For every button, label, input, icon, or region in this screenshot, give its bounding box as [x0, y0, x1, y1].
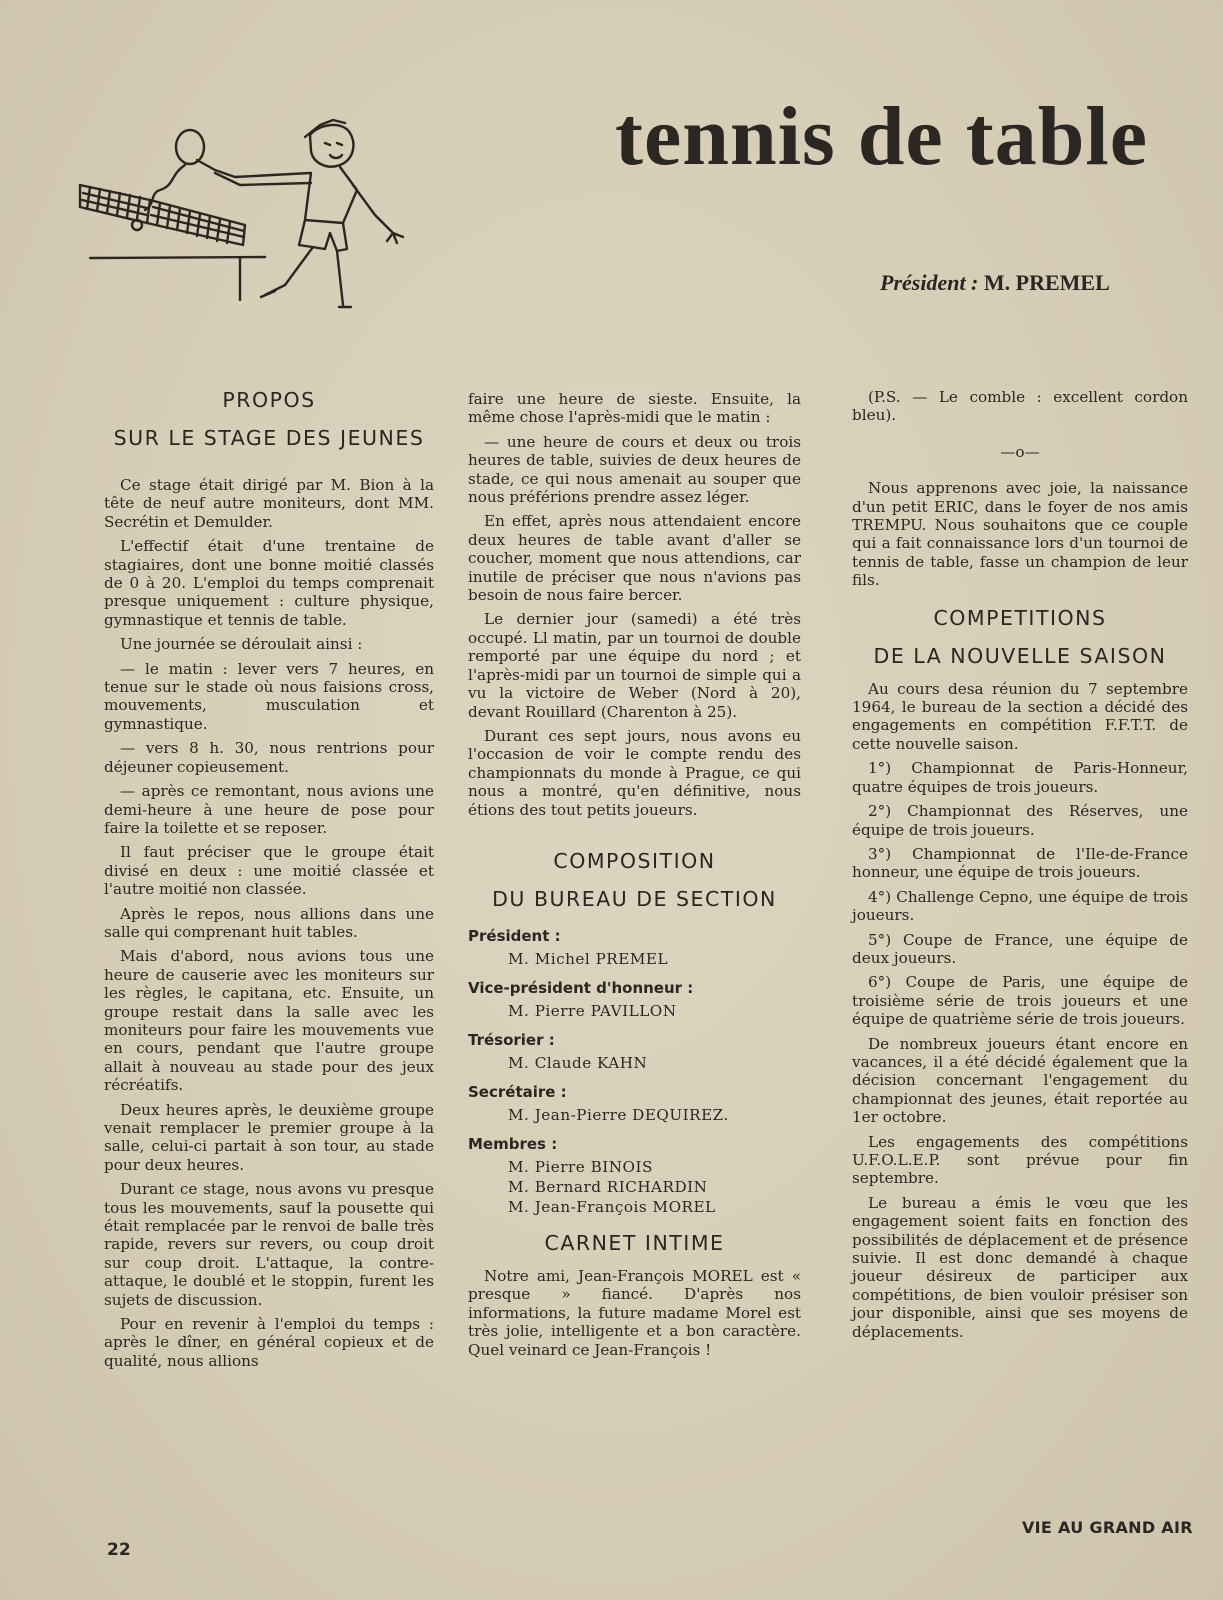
paragraph: 5°) Coupe de France, une équipe de deux joueurs. [852, 930, 1188, 967]
paragraph: Après le repos, nous allions dans une salle qui comprenant huit tables. [104, 904, 434, 941]
paragraph: (P.S. — Le comble : excellent cordon bleu). [852, 388, 1188, 425]
president-line [880, 270, 1180, 296]
bureau-role: Membres : [468, 1134, 558, 1153]
paragraph: De nombreux joueurs étant encore en vacances, il a été décidé également que la décision concernant l'engagement du championnat des jeunes, était reportée au 1er octobre. [852, 1034, 1188, 1127]
magazine-name: VIE AU GRAND AIR [1022, 1518, 1193, 1537]
paragraph: Il faut préciser que le groupe était divisé en deux : une moitié classée et l'autre moitié non classée. [104, 843, 434, 899]
bureau-role: Vice-président d'honneur : [468, 978, 694, 997]
paragraph: 1°) Championnat de Paris-Honneur, quatre équipes de trois joueurs. [852, 759, 1188, 796]
bureau-member: M. Jean-François MOREL [508, 1197, 716, 1216]
page-title: tennis de table [615, 90, 1149, 183]
bureau-member: M. Bernard RICHARDIN [508, 1177, 708, 1196]
section-heading: COMPOSITION [553, 848, 716, 873]
paragraph: — vers 8 h. 30, nous rentrions pour déjeuner copieusement. [104, 739, 434, 776]
section-heading: COMPETITIONS [933, 605, 1107, 630]
paragraph: Notre ami, Jean-François MOREL est « presque » fiancé. D'après nos informations, la future madame Morel est très jolie, intelligente et a bon caractère. Quel veinard ce Jean-François ! [468, 1266, 801, 1359]
paragraph: Les engagements des compétitions U.F.O.L.E.P. sont prévue pour fin septembre. [852, 1132, 1188, 1188]
paragraph: 4°) Challenge Cepno, une équipe de trois joueurs. [852, 887, 1188, 925]
paragraph: Pour en revenir à l'emploi du temps : après le dîner, en général copieux et de qualité, nous allions [104, 1315, 434, 1370]
bureau-members [468, 1157, 801, 1217]
paragraph: Au cours desa réunion du 7 septembre 1964, le bureau de la section a décidé des engagements en compétition F.F.T.T. de cette nouvelle saison. [852, 679, 1188, 753]
bureau-member: M. Jean-Pierre DEQUIREZ. [508, 1105, 729, 1124]
paragraph: Le bureau a émis le vœu que les engagement soient faits en fonction des possibilités de déplacement et de présence suivie. Il est donc demandé à chaque joueur désireux de participer aux compétitions, de bien vouloir présiser son jour disponible, ainsi que ses moyens de déplacements. [852, 1193, 1188, 1341]
bureau-role: Trésorier : [468, 1030, 555, 1049]
bureau-member: M. Claude KAHN [508, 1053, 648, 1072]
paragraph: — une heure de cours et deux ou trois heures de table, suivies de deux heures de stade, ce qui nous amenait au souper que nous préférions prendre assez léger. [468, 432, 801, 507]
paragraph: En effet, après nous attendaient encore deux heures de table avant d'aller se coucher, moment que nous attendions, car inutile de préciser que nous n'avions pas besoin de nous faire bercer. [468, 512, 801, 605]
paragraph: Durant ce stage, nous avons vu presque tous les mouvements, sauf la pousette qui était remplacée par le renvoi de balle très rapide, revers sur revers, ou coup droit sur coup droit. L'attaque, la contre-attaque, le doublé et le stoppin, furent les sujets de discussion. [104, 1180, 434, 1309]
column-3 [852, 388, 1188, 1347]
section-heading: SUR LE STAGE DES JEUNES [113, 426, 425, 450]
paragraph: Nous apprenons avec joie, la naissance d'un petit ERIC, dans le foyer de nos amis TREMPU. Nous souhaitons que ce couple qui a fait connaissance lors d'un tournoi de tennis de table, fasse un champion de leur fils. [852, 479, 1188, 590]
paragraph: Le dernier jour (samedi) a été très occupé. Ll matin, par un tournoi de double remporté par une équipe du nord ; et l'après-midi par un tournoi de simple qui a vu la victoire de Weber (Nord à 20), devant Rouillard (Charenton à 25). [468, 610, 801, 721]
bureau-member: M. Michel PREMEL [508, 949, 669, 968]
paragraph: Durant ces sept jours, nous avons eu l'occasion de voir le compte rendu des championnats du monde à Prague, ce qui nous a montré, qu'en définitive, nous étions des tout petits joueurs. [468, 726, 801, 819]
column-2 [468, 390, 801, 1365]
paragraph: 3°) Championnat de l'Ile-de-France honneur, une équipe de trois joueurs. [852, 844, 1188, 882]
table-tennis-player-icon [75, 115, 415, 325]
paragraph: Une journée se déroulait ainsi : [120, 635, 363, 654]
page-number: 22 [107, 1540, 131, 1560]
paragraph: — après ce remontant, nous avions une demi-heure à une heure de pose pour faire la toilette et se reposer. [104, 782, 434, 837]
bureau-list [468, 925, 801, 1217]
column-1 [104, 388, 434, 1376]
section-heading: DU BUREAU DE SECTION [492, 886, 777, 911]
paragraph: 2°) Championnat des Réserves, une équipe de trois joueurs. [852, 802, 1188, 839]
paragraph: — le matin : lever vers 7 heures, en tenue sur le stade où nous faisions cross, mouvements, musculation et gymnastique. [104, 659, 434, 733]
paragraph: Mais d'abord, nous avions tous une heure de causerie avec les moniteurs sur les règles, le capitana, etc. Ensuite, un groupe restait dans la salle avec les moniteurs pour faire les mouvements vue en cours, pendant que l'autre groupe allait à nouveau au stade pour des jeux récréatifs. [104, 947, 434, 1095]
section-heading: CARNET INTIME [544, 1230, 725, 1255]
paragraph: L'effectif était d'une trentaine de stagiaires, dont une bonne moitié classés de 0 à 20. L'emploi du temps comprenait presque uniquement : culture physique, gymnastique et tennis de table. [104, 537, 434, 629]
paragraph: Deux heures après, le deuxième groupe venait remplacer le premier groupe à la salle, celui-ci partait à son tour, au stade pour deux heures. [104, 1100, 434, 1174]
bureau-member: M. Pierre BINOIS [508, 1157, 653, 1176]
paragraph: 6°) Coupe de Paris, une équipe de troisième série de trois joueurs et une équipe de quatrième série de trois joueurs. [852, 973, 1188, 1029]
president-name: M. PREMEL [983, 270, 1110, 295]
section-heading: PROPOS [222, 388, 316, 412]
bureau-role: Président : [468, 926, 561, 945]
paragraph: Ce stage était dirigé par M. Bion à la tête de neuf autre moniteurs, dont MM. Secrétin et Demulder. [104, 476, 434, 531]
bureau-role: Secrétaire : [468, 1082, 567, 1101]
bureau-member: M. Pierre PAVILLON [508, 1001, 677, 1020]
paragraph: faire une heure de sieste. Ensuite, la même chose l'après-midi que le matin : [468, 390, 801, 427]
separator: —o— [1000, 442, 1040, 461]
president-label: Président : [880, 270, 979, 295]
section-heading: DE LA NOUVELLE SAISON [873, 643, 1167, 668]
